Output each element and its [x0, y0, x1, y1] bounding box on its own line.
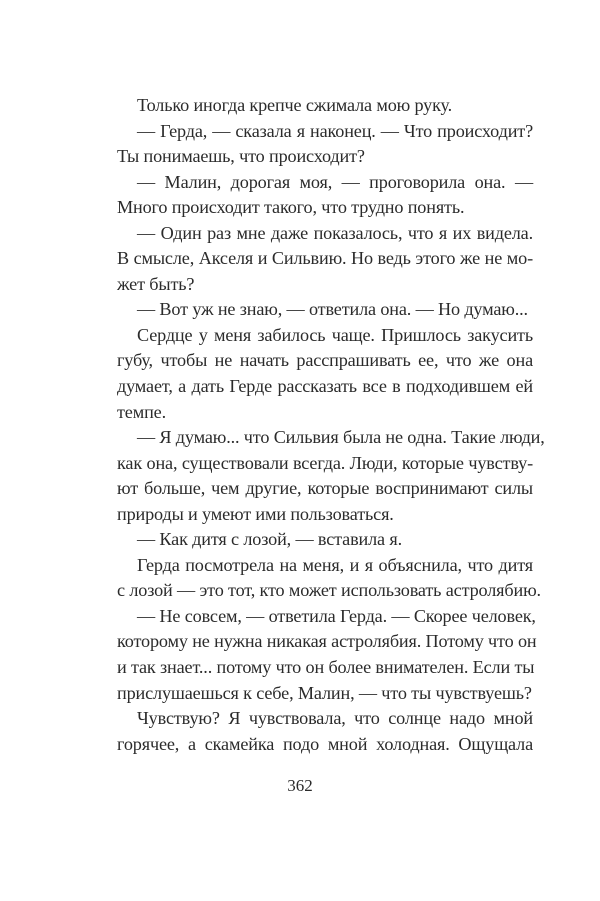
- text-line: — Я думаю... что Сильвия была не одна. Такие люди,: [137, 427, 545, 448]
- text-line: губу, чтобы не начать расспрашивать ее, что же она: [117, 350, 533, 371]
- text-line: Много происходит такого, что трудно понять.: [117, 197, 465, 218]
- body-text: [117, 93, 545, 757]
- text-line: жет быть?: [117, 273, 195, 294]
- text-line: Только иногда крепче сжимала мою руку.: [137, 95, 453, 115]
- text-line: Герда посмотрела на меня, и я объяснила, что дитя: [137, 554, 533, 575]
- text-line: темпе.: [117, 401, 166, 422]
- text-line: как она, существовали всегда. Люди, которые чувству-: [117, 452, 533, 473]
- text-line: — Как дитя с лозой, — вставила я.: [137, 529, 402, 550]
- text-line: Сердце у меня забилось чаще. Пришлось закусить: [137, 324, 533, 345]
- text-line: думает, а дать Герде рассказать все в подходившем ей: [117, 376, 533, 397]
- text-line: горячее, а скамейка подо мной холодная. Ощущала: [117, 733, 533, 754]
- text-line: которому не нужна никакая астролябия. Потому что он: [117, 631, 537, 652]
- text-line: В смысле, Акселя и Сильвию. Но ведь этого же не мо-: [117, 248, 533, 269]
- text-line: природы и умеют ими пользоваться.: [117, 503, 394, 524]
- text-line: и так знает... потому что он более внимателен. Если ты: [117, 657, 535, 678]
- text-line: — Малин, дорогая моя, — проговорила она. —: [137, 171, 533, 192]
- text-line: Ты понимаешь, что происходит?: [117, 146, 365, 167]
- text-line: с лозой — это тот, кто может использовать астролябию.: [117, 580, 541, 601]
- text-line: — Вот уж не знаю, — ответила она. — Но думаю...: [137, 299, 528, 320]
- text-line: — Не совсем, — ответила Герда. — Скорее человек,: [137, 605, 536, 626]
- text-line: прислушаешься к себе, Малин, — что ты чувствуешь?: [117, 682, 532, 703]
- text-line: — Герда, — сказала я наконец. — Что происходит?: [137, 120, 533, 141]
- page-number: 362: [287, 776, 313, 795]
- text-line: — Один раз мне даже показалось, что я их видела.: [137, 222, 533, 243]
- text-line: Чувствую? Я чувствовала, что солнце надо мной: [137, 708, 533, 729]
- text-line: ют больше, чем другие, которые воспринимают силы: [117, 478, 533, 499]
